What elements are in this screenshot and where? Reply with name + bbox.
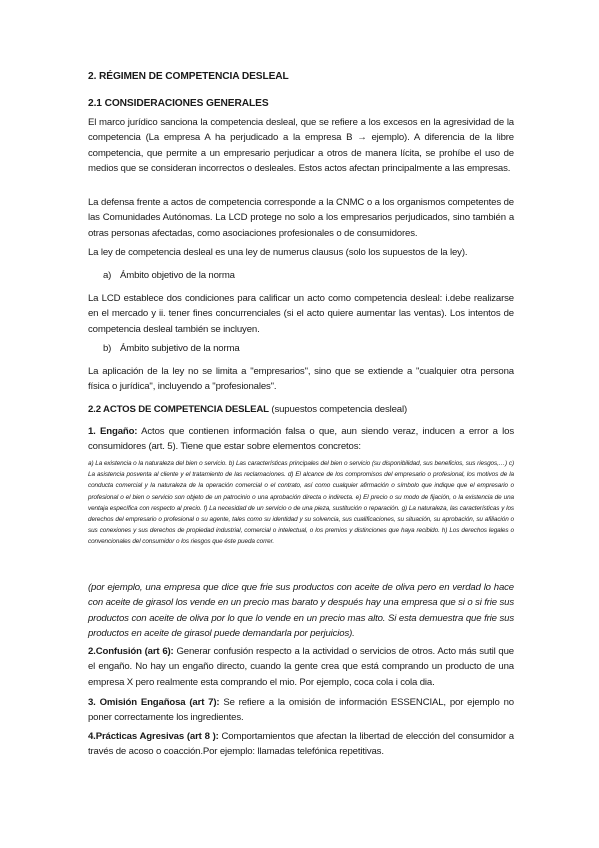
paragraph-practicas-agresivas xyxy=(88,729,514,760)
paragraph-defensa: La defensa frente a actos de competencia corresponde a la CNMC o a los organismos competentes de las Comunidades Autónomas. La LCD protege no solo a los empresarios perjudicados, sino también a otras personas afectadas, como asociaciones profesionales o de consumidores. xyxy=(88,197,514,239)
list-item-a-label: Ámbito objetivo de la norma xyxy=(120,270,235,281)
agresivas-text: Comportamientos que afectan la libertad de elección del consumidor a través de acoso o coacción.Por ejemplo: llamadas telefónica repetitivas. xyxy=(88,731,514,758)
engano-elements-list: a) La existencia o la naturaleza del bien o servicio. b) Las características principales del bien o servicio (su disponibilidad, sus beneficios, sus riesgos,…) c) La asistencia posventa al cliente y el tratamiento de las reclamaciones. d) El alcance de los compromisos del empresario o profesional, los motivos de la conducta comercial y la naturaleza de la operación comercial o el contrato, así como cualquier afirmación o símbolo que indique que el empresario o profesional o el bien o servicio son objeto de un patrocinio o una aprobación directa o indirecta. e) El precio o su modo de fijación, o la existencia de una ventaja específica con respecto al precio. f) La necesidad de un servicio o de una pieza, sustitución o reparación. g) La naturaleza, las características y los derechos del empresario o profesional o su agente, tales como su identidad y su solvencia, sus cualificaciones, su situación, su aprobación, su afiliación o sus conexiones y sus derechos de propiedad industrial, comercial o intelectual, o los premios y distinciones que haya recibido. h) Los derechos legales o convencionales del consumidor o los riesgos que éste pueda correr. xyxy=(88,460,514,546)
paragraph-confusion xyxy=(88,644,514,690)
paragraph-lcd-condiciones: La LCD establece dos condiciones para calificar un acto como competencia desleal: i.debe realizarse en el mercado y ii. tener fines concurrenciales (si el acto quiere aumentar las ventas). Los intentos de competencia desleal también se incluyen. xyxy=(88,293,514,335)
list-item-b-label: Ámbito subjetivo de la norma xyxy=(120,343,240,354)
subsection-2-1-title: 2.1 CONSIDERACIONES GENERALES xyxy=(88,98,269,109)
engano-title: 1. Engaño: xyxy=(88,426,138,437)
agresivas-title: 4.Prácticas Agresivas (art 8 ): xyxy=(88,731,219,742)
subsection-2-2-title xyxy=(88,402,514,417)
list-item-a xyxy=(103,268,503,283)
list-marker-a: a) xyxy=(103,270,112,281)
subsection-2-2-note: (supuestos competencia desleal) xyxy=(268,404,408,415)
paragraph-omision xyxy=(88,695,514,726)
section-title: 2. RÉGIMEN DE COMPETENCIA DESLEAL xyxy=(88,71,289,82)
paragraph-aplicacion: La aplicación de la ley no se limita a "empresarios", sino que se extiende a "cualquier otra persona física o jurídica", incluyendo a "profesionales". xyxy=(88,366,514,393)
omision-text: Se refiere a la omisión de información ESSENCIAL, por ejemplo no poner correctamente los ingredientes. xyxy=(88,697,514,724)
subsection-2-2-bold: 2.2 ACTOS DE COMPETENCIA DESLEAL xyxy=(88,404,269,415)
list-marker-b: b) xyxy=(103,343,112,354)
engano-text: Actos que contienen información falsa o que, aun siendo veraz, inducen a error a los consumidores (art. 5). Tiene que estar sobre elementos concretos: xyxy=(88,426,514,453)
example-paragraph: (por ejemplo, una empresa que dice que frie sus productos con aceite de oliva pero en verdad lo hace con aceite de girasol los vende en un precio mas barato y después hay una empresa que si o si frie sus productos con aceite de oliva por lo que lo vende en un precio mas alto. Si esta demuestra que frie sus productos en aceite de girasol puede demandarla por perjuicios). xyxy=(88,582,514,640)
confusion-text: Generar confusión respecto a la actividad o servicios de otros. Acto más sutil que el engaño. No hay un engaño directo, cuando la gente crea que está comprando un producto de una empresa X pero realmente esta comprando el mio. Por ejemplo, coca cola i cola dia. xyxy=(88,646,514,688)
list-item-b xyxy=(103,341,503,356)
paragraph-marco-juridico: El marco jurídico sanciona la competencia desleal, que se refiere a los excesos en la agresividad de la competencia (La empresa A ha perjudicado a la empresa B → ejemplo). A diferencia de la libre competencia, que permite a un empresario perjudicar a otros de manera lícita, se prohíbe el uso de medios que se consideran incorrectos o desleales. Estos actos afectan principalmente a las empresas. xyxy=(88,117,514,175)
paragraph-engano xyxy=(88,424,514,455)
confusion-title: 2.Confusión (art 6): xyxy=(88,646,174,657)
omision-title: 3. Omisión Engañosa (art 7): xyxy=(88,697,220,708)
paragraph-numerus-clausus: La ley de competencia desleal es una ley de numerus clausus (solo los supuestos de la ley). xyxy=(88,247,468,258)
